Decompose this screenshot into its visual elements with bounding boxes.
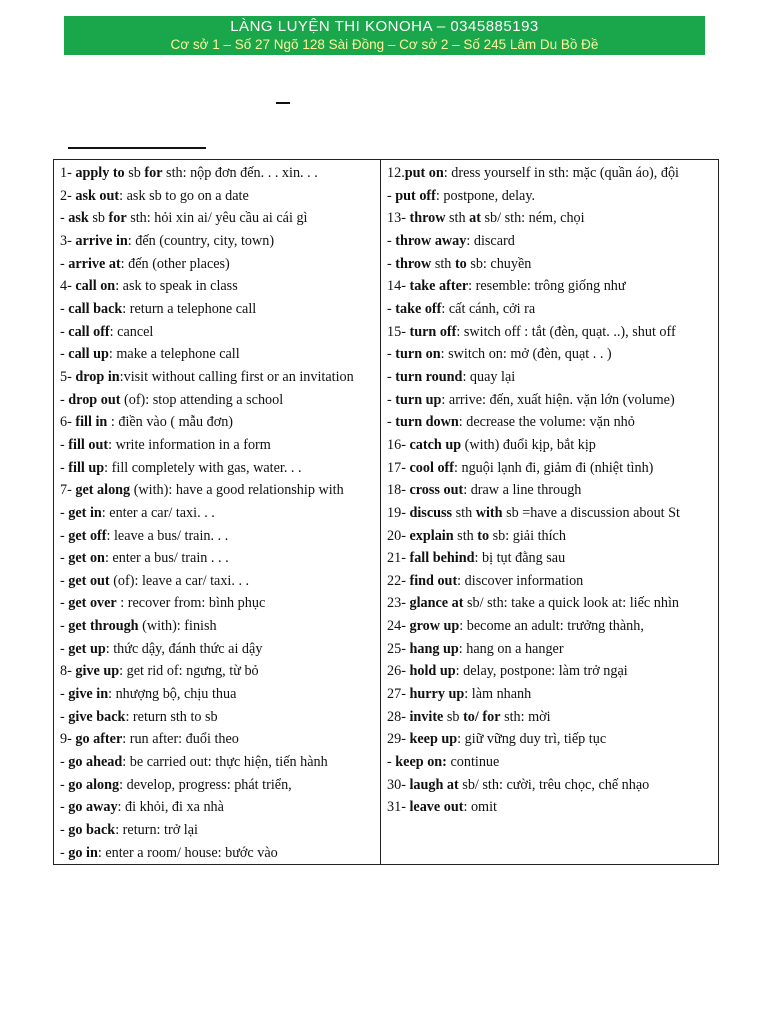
entry-line	[60, 728, 375, 751]
phrase-term: take after	[409, 278, 469, 295]
entry-line	[60, 185, 375, 208]
entry-text: 22-	[387, 572, 410, 589]
entry-line	[387, 343, 713, 366]
entry-text: : làm nhanh	[464, 686, 532, 703]
phrase-term: call back	[68, 300, 123, 317]
entry-text: sth	[445, 210, 470, 227]
phrase-term: throw	[395, 255, 432, 272]
entry-text: -	[60, 822, 69, 839]
entry-text: : switch off : tắt (đèn, quạt. ..), shut off	[456, 323, 676, 340]
phrase-term: go in	[68, 844, 98, 861]
entry-line	[387, 411, 713, 434]
entry-text: -	[387, 414, 396, 431]
entry-line	[387, 615, 713, 638]
entry-line	[60, 615, 375, 638]
entry-text: (of): stop attending a school	[120, 391, 284, 408]
entry-text: -	[60, 776, 69, 793]
phrase-term: ask out	[75, 187, 120, 204]
entry-text: -	[60, 799, 69, 816]
entry-line	[387, 592, 713, 615]
right-column	[381, 160, 718, 819]
entry-text: : enter a bus/ train . . .	[104, 550, 229, 567]
entry-text: : ask sb to go on a date	[119, 187, 249, 204]
entry-line	[387, 706, 713, 729]
entry-text: : dress yourself in sth: mặc (quần áo), đội	[443, 165, 680, 181]
entry-text: -	[60, 255, 69, 272]
entry-text: -	[60, 346, 69, 363]
header-banner	[64, 16, 705, 55]
entry-line	[60, 457, 375, 480]
entry-text: -	[387, 368, 396, 385]
entry-text: -	[60, 572, 69, 589]
entry-line	[60, 547, 375, 570]
phrase-term: cross out	[409, 482, 464, 499]
entry-text: 8-	[60, 663, 76, 680]
entry-text: 16-	[387, 436, 410, 453]
header-address: Cơ sở 1 – Số 27 Ngõ 128 Sài Đồng – Cơ sở 2 – Số 245 Lâm Du Bồ Đề	[170, 37, 599, 52]
entry-text: : delay, postpone: làm trở ngại	[455, 663, 628, 680]
phrase-term: explain	[409, 527, 454, 544]
entry-text: 24-	[387, 618, 410, 635]
entry-line	[60, 479, 375, 502]
entry-text: (with): have a good relationship with	[130, 482, 344, 499]
phrase-term: fill up	[68, 459, 105, 476]
phrase-term: catch up	[409, 436, 462, 453]
phrase-term: for	[108, 210, 127, 227]
entry-text: sth	[431, 255, 455, 272]
entry-line	[60, 253, 375, 276]
entry-text: 30-	[387, 776, 410, 793]
entry-text: sth	[453, 527, 478, 544]
entry-text: sb/ sth: ném, chọi	[480, 210, 585, 227]
entry-text: -	[60, 708, 69, 725]
entry-text: : resemble: trông giống như	[468, 278, 626, 295]
entry-text: 5-	[60, 368, 76, 385]
entry-line	[387, 275, 713, 298]
entry-text: 3-	[60, 232, 76, 249]
entry-line	[387, 547, 713, 570]
entry-line	[387, 434, 713, 457]
entry-text: -	[387, 187, 396, 204]
phrase-term: get on	[68, 550, 105, 567]
entry-line	[60, 389, 375, 412]
phrase-term: turn on	[395, 346, 441, 363]
entry-text: : giữ vững duy trì, tiếp tục	[457, 731, 607, 748]
entry-text: : ask to speak in class	[115, 278, 238, 295]
phrase-term: get out	[68, 572, 110, 589]
phrase-term: go after	[75, 731, 123, 748]
entry-text: : return: trở lại	[115, 822, 198, 839]
phrase-term: at	[469, 210, 481, 227]
entry-line	[387, 683, 713, 706]
phrase-term: get off	[68, 527, 107, 544]
entry-text: sb	[124, 165, 145, 181]
entry-text: : decrease the volume: vặn nhỏ	[458, 414, 635, 431]
entry-text: : nhượng bộ, chịu thua	[108, 686, 237, 703]
entry-line	[387, 796, 713, 819]
entry-text: -	[387, 255, 396, 272]
entry-text: 6-	[60, 414, 76, 431]
entry-text: : arrive: đến, xuất hiện. vặn lớn (volume)	[441, 391, 675, 408]
entry-line	[387, 728, 713, 751]
phrase-term: get through	[68, 618, 139, 635]
entry-text: : leave a bus/ train. . .	[106, 527, 229, 544]
entry-text: 17-	[387, 459, 410, 476]
entry-text: : run after: đuổi theo	[122, 731, 239, 748]
entry-text: -	[60, 618, 69, 635]
entry-line	[60, 411, 375, 434]
entry-text: -	[60, 436, 69, 453]
phrase-term: leave out	[409, 799, 464, 816]
entry-line	[387, 207, 713, 230]
entry-line	[60, 275, 375, 298]
entry-text: : nguội lạnh đi, giảm đi (nhiệt tình)	[454, 459, 654, 476]
entry-line	[60, 842, 375, 865]
entry-text: 29-	[387, 731, 410, 748]
entry-text: -	[60, 391, 69, 408]
entry-text: -	[60, 640, 69, 657]
phrase-term: take off	[395, 300, 442, 317]
phrase-term: turn up	[395, 391, 442, 408]
phrase-term: hurry up	[409, 686, 465, 703]
header-title: LÀNG LUYỆN THI KONOHA – 0345885193	[230, 18, 539, 35]
entry-text: : develop, progress: phát triển,	[119, 776, 292, 793]
phrase-term: turn round	[395, 368, 463, 385]
entry-text: : cất cánh, cởi ra	[441, 300, 536, 317]
entry-text: : draw a line through	[463, 482, 582, 499]
entry-text: sth: nộp đơn đến. . . xin. . .	[162, 165, 318, 181]
phrase-term: go back	[68, 822, 116, 839]
entry-line	[60, 502, 375, 525]
phrase-term: hold up	[409, 663, 456, 680]
phrase-term: fill out	[68, 436, 109, 453]
entry-line	[60, 434, 375, 457]
entry-text: -	[60, 844, 69, 861]
entry-line	[387, 321, 713, 344]
entry-text: 31-	[387, 799, 410, 816]
entry-line	[60, 638, 375, 661]
entry-text: sth: mời	[500, 708, 551, 725]
entry-text: 13-	[387, 210, 410, 227]
phrase-term: put on	[404, 165, 444, 181]
entry-line	[387, 638, 713, 661]
phrase-term: invite	[409, 708, 444, 725]
entry-text: 25-	[387, 640, 410, 657]
phrase-term: give in	[68, 686, 109, 703]
entry-text: sb	[88, 210, 109, 227]
entry-text: sb/ sth: cười, trêu chọc, chế nhạo	[458, 776, 650, 793]
entry-text: -	[60, 754, 69, 771]
entry-line	[387, 570, 713, 593]
phrase-term: glance at	[409, 595, 464, 612]
phrase-term: give back	[68, 708, 126, 725]
phrase-term: to	[454, 255, 467, 272]
phrase-term: fall behind	[409, 550, 475, 567]
entry-text: : bị tụt đằng sau	[474, 550, 566, 567]
phrase-term: arrive at	[68, 255, 121, 272]
phrase-term: call on	[75, 278, 116, 295]
phrase-term: go away	[68, 799, 118, 816]
entry-line	[60, 525, 375, 548]
entry-line	[387, 774, 713, 797]
entry-text: -	[387, 754, 396, 771]
entry-text: (of): leave a car/ taxi. . .	[109, 572, 250, 589]
entry-line	[60, 366, 375, 389]
phrase-term: call off	[68, 323, 110, 340]
entry-text: 1-	[60, 165, 76, 181]
phrase-term: turn off	[409, 323, 457, 340]
entry-line	[60, 230, 375, 253]
entry-text: : become an adult: trưởng thành,	[459, 618, 644, 635]
entry-text: -	[60, 550, 69, 567]
phrase-term: throw away	[395, 232, 467, 249]
entry-line	[387, 389, 713, 412]
phrase-term: apply to	[75, 165, 125, 181]
entry-text: : get rid of: ngưng, từ bỏ	[119, 663, 259, 680]
entry-text: : discard	[466, 232, 515, 249]
entry-text: 21-	[387, 550, 410, 567]
entry-line	[387, 298, 713, 321]
entry-line	[387, 162, 713, 185]
entry-text: -	[60, 504, 69, 521]
entry-text: 15-	[387, 323, 410, 340]
entry-text: sb: giải thích	[489, 527, 566, 544]
entry-line	[60, 207, 375, 230]
entry-text: 4-	[60, 278, 76, 295]
entry-text: : be carried out: thực hiện, tiến hành	[122, 754, 328, 771]
entry-line	[60, 751, 375, 774]
entry-line	[60, 570, 375, 593]
entry-text: sb =have a discussion about St	[502, 504, 680, 521]
entry-text: : đến (country, city, town)	[127, 232, 275, 249]
phrase-term: cool off	[409, 459, 454, 476]
phrase-term: to	[477, 527, 490, 544]
entry-text: : quay lại	[462, 368, 516, 385]
entry-line	[60, 683, 375, 706]
entry-text: : write information in a form	[108, 436, 271, 453]
entry-line	[60, 162, 375, 185]
entry-line	[387, 185, 713, 208]
entry-text: -	[60, 527, 69, 544]
entry-line	[387, 751, 713, 774]
right-column-cell	[381, 160, 719, 865]
entry-text: sth: hỏi xin ai/ yêu cầu ai cái gì	[126, 210, 308, 227]
entry-text: 9-	[60, 731, 76, 748]
entry-text: -	[387, 391, 396, 408]
entry-text: continue	[446, 754, 500, 771]
entry-line	[60, 796, 375, 819]
entry-text: 26-	[387, 663, 410, 680]
entry-line	[60, 321, 375, 344]
entry-line	[387, 479, 713, 502]
entry-text: : return sth to sb	[125, 708, 218, 725]
entry-text: 14-	[387, 278, 410, 295]
entry-text: : omit	[463, 799, 497, 816]
phrase-term: go ahead	[68, 754, 123, 771]
entry-text: : discover information	[457, 572, 584, 589]
title-underline	[68, 147, 206, 149]
entry-text: 19-	[387, 504, 410, 521]
phrase-term: to/ for	[463, 708, 501, 725]
phrase-term: get along	[75, 482, 131, 499]
entry-text: : đến (other places)	[120, 255, 230, 272]
phrase-term: discuss	[409, 504, 453, 521]
entry-line	[387, 230, 713, 253]
phrase-term: give up	[75, 663, 120, 680]
phrase-term: drop out	[68, 391, 121, 408]
entry-text: : return a telephone call	[122, 300, 257, 317]
entry-text: -	[60, 459, 69, 476]
entry-text: : fill completely with gas, water. . .	[104, 459, 302, 476]
entry-text: sth	[452, 504, 476, 521]
phrase-term: laugh at	[409, 776, 459, 793]
title-dash	[276, 102, 290, 104]
phrase-term: throw	[409, 210, 446, 227]
entry-text: : make a telephone call	[108, 346, 240, 363]
entry-line	[387, 457, 713, 480]
entry-line	[387, 253, 713, 276]
entry-line	[387, 525, 713, 548]
entry-line	[60, 819, 375, 842]
entry-text: : recover from: bình phục	[116, 595, 266, 612]
entry-line	[60, 660, 375, 683]
entry-text: sb	[443, 708, 464, 725]
phrase-term: with	[475, 504, 503, 521]
phrase-term: keep up	[409, 731, 458, 748]
entry-text: (with): finish	[138, 618, 217, 635]
phrase-term: go along	[68, 776, 120, 793]
entry-line	[387, 502, 713, 525]
phrase-term: find out	[409, 572, 458, 589]
entry-line	[60, 592, 375, 615]
phrase-term: put off	[395, 187, 436, 204]
entry-text: -	[60, 323, 69, 340]
phrase-term: ask	[68, 210, 89, 227]
entry-text: : hang on a hanger	[458, 640, 564, 657]
entry-text: (with) đuổi kịp, bắt kịp	[461, 436, 596, 453]
entry-text: : điền vào ( mẫu đơn)	[107, 414, 234, 431]
phrase-term: arrive in	[75, 232, 128, 249]
entry-text: 18-	[387, 482, 410, 499]
entry-line	[60, 298, 375, 321]
entry-text: sb: chuyền	[466, 255, 532, 272]
entry-text: 7-	[60, 482, 76, 499]
entry-text: 23-	[387, 595, 410, 612]
phrase-term: hang up	[409, 640, 459, 657]
entry-line	[60, 706, 375, 729]
entry-text: 20-	[387, 527, 410, 544]
entry-text: : postpone, delay.	[435, 187, 536, 204]
entry-line	[387, 660, 713, 683]
entry-text: -	[387, 300, 396, 317]
entry-text: : enter a car/ taxi. . .	[101, 504, 215, 521]
left-column	[54, 160, 380, 864]
phrase-term: get over	[68, 595, 117, 612]
entry-line	[387, 366, 713, 389]
phrase-term: get up	[68, 640, 106, 657]
entry-text: : switch on: mở (đèn, quạt . . )	[440, 346, 612, 363]
phrase-term: fill in	[75, 414, 108, 431]
phrase-term: grow up	[409, 618, 460, 635]
entry-text: : cancel	[109, 323, 154, 340]
phrase-term: turn down	[395, 414, 459, 431]
entry-text: 12.	[387, 165, 405, 181]
left-column-cell	[54, 160, 381, 865]
entry-text: -	[60, 595, 69, 612]
entry-line	[60, 774, 375, 797]
phrase-term: keep on:	[395, 754, 447, 771]
phrase-term: drop in	[75, 368, 120, 385]
entry-text: -	[60, 686, 69, 703]
entry-text: : enter a room/ house: bước vào	[97, 844, 278, 861]
entry-text: -	[60, 210, 69, 227]
entry-text: 2-	[60, 187, 76, 204]
phrase-term: call up	[68, 346, 109, 363]
entry-text: -	[387, 346, 396, 363]
phrasal-verb-table	[53, 159, 719, 865]
phrase-term: for	[144, 165, 163, 181]
entry-text: 27-	[387, 686, 410, 703]
entry-text: : thức dậy, đánh thức ai dậy	[105, 640, 263, 657]
entry-text: sb/ sth: take a quick look at: liếc nhìn	[463, 595, 679, 612]
entry-line	[60, 343, 375, 366]
entry-text: -	[60, 300, 69, 317]
phrase-term: get in	[68, 504, 102, 521]
entry-text: 28-	[387, 708, 410, 725]
entry-text: -	[387, 232, 396, 249]
entry-text: : đi khỏi, đi xa nhà	[117, 799, 224, 816]
entry-text: :visit without calling first or an invitation	[119, 368, 354, 385]
